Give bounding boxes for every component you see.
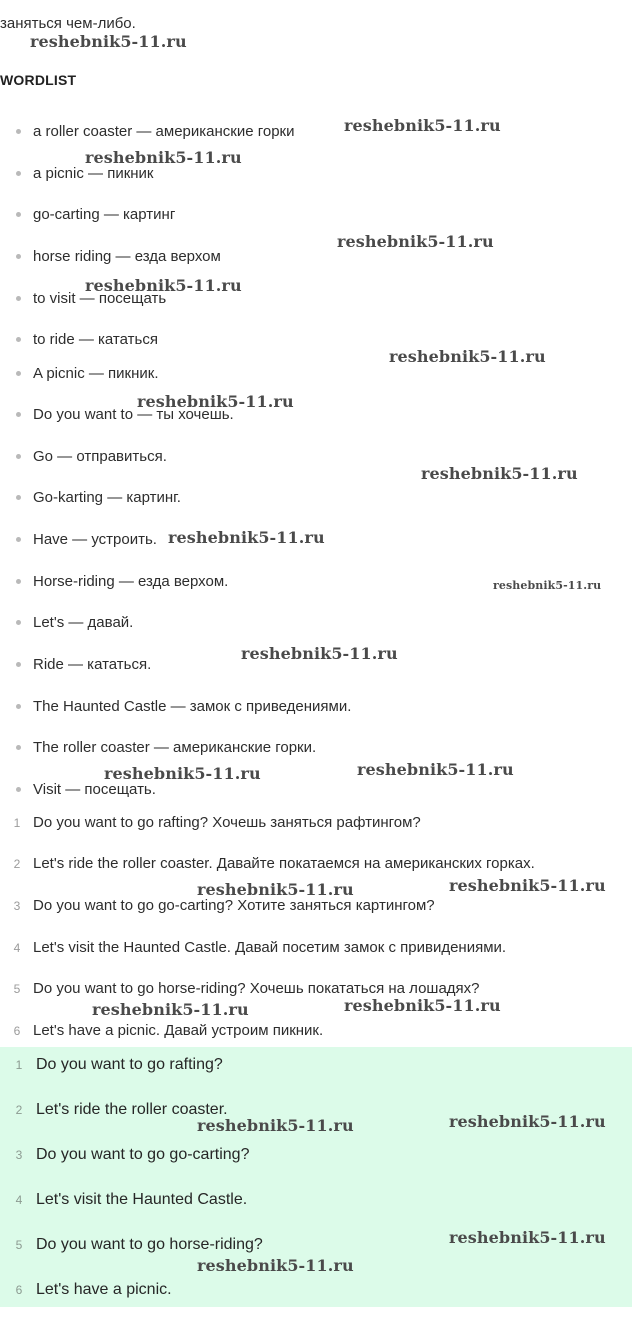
list-item: 1 Do you want to go rafting? Хочешь заняться рафтингом? bbox=[0, 812, 632, 834]
bullet-icon bbox=[16, 296, 21, 301]
watermark: reshebnik5-11.ru bbox=[197, 880, 354, 899]
watermark: reshebnik5-11.ru bbox=[30, 32, 187, 51]
watermark: reshebnik5-11.ru bbox=[137, 392, 294, 411]
bullet-icon bbox=[16, 171, 21, 176]
item-number: 6 bbox=[13, 1024, 21, 1038]
wordlist-heading: WORDLIST bbox=[0, 72, 77, 88]
list-item: 6 Let's have a picnic. Давай устроим пикник. bbox=[0, 1020, 632, 1042]
wordlist-item: Visit — посещать. bbox=[0, 779, 632, 801]
watermark: reshebnik5-11.ru bbox=[449, 1112, 606, 1131]
watermark: reshebnik5-11.ru bbox=[104, 764, 261, 783]
wordlist-item: The roller coaster — американские горки. bbox=[0, 737, 632, 759]
watermark: reshebnik5-11.ru bbox=[493, 579, 602, 592]
watermark: reshebnik5-11.ru bbox=[389, 347, 546, 366]
watermark: reshebnik5-11.ru bbox=[344, 116, 501, 135]
wordlist-item: horse riding — езда верхом bbox=[0, 246, 632, 268]
item-number: 5 bbox=[15, 1238, 23, 1252]
wordlist-item: Do you want to — ты хочешь. bbox=[0, 404, 632, 426]
bullet-icon bbox=[16, 337, 21, 342]
watermark: reshebnik5-11.ru bbox=[92, 1000, 249, 1019]
bullet-icon bbox=[16, 412, 21, 417]
watermark: reshebnik5-11.ru bbox=[357, 760, 514, 779]
wordlist-item: to visit — посещать bbox=[0, 288, 632, 310]
answer-item: 5 Do you want to go horse-riding? bbox=[0, 1233, 632, 1257]
intro-text: заняться чем-либо. bbox=[0, 15, 136, 32]
item-number: 5 bbox=[13, 982, 21, 996]
item-number: 4 bbox=[13, 941, 21, 955]
bullet-icon bbox=[16, 620, 21, 625]
list-item: 2 Let's ride the roller coaster. Давайте покатаемся на американских горках. bbox=[0, 853, 632, 875]
watermark: reshebnik5-11.ru bbox=[197, 1256, 354, 1275]
answer-item: 1 Do you want to go rafting? bbox=[0, 1053, 632, 1077]
list-item: 4 Let's visit the Haunted Castle. Давай посетим замок с привидениями. bbox=[0, 937, 632, 959]
watermark: reshebnik5-11.ru bbox=[344, 996, 501, 1015]
wordlist-item: a roller coaster — американские горки bbox=[0, 121, 632, 143]
watermark: reshebnik5-11.ru bbox=[449, 1228, 606, 1247]
wordlist-item: Have — устроить. bbox=[0, 529, 632, 551]
item-number: 3 bbox=[15, 1148, 23, 1162]
watermark: reshebnik5-11.ru bbox=[197, 1116, 354, 1135]
item-number: 1 bbox=[13, 816, 21, 830]
wordlist-item: to ride — кататься bbox=[0, 329, 632, 351]
answer-item: 6 Let's have a picnic. bbox=[0, 1278, 632, 1302]
watermark: reshebnik5-11.ru bbox=[85, 148, 242, 167]
item-number: 1 bbox=[15, 1058, 23, 1072]
item-number: 2 bbox=[15, 1103, 23, 1117]
wordlist-item: A picnic — пикник. bbox=[0, 363, 632, 385]
bullet-icon bbox=[16, 537, 21, 542]
watermark: reshebnik5-11.ru bbox=[241, 644, 398, 663]
watermark: reshebnik5-11.ru bbox=[168, 528, 325, 547]
bullet-icon bbox=[16, 745, 21, 750]
bullet-icon bbox=[16, 495, 21, 500]
wordlist-item: Horse-riding — езда верхом. bbox=[0, 571, 632, 593]
list-item: 3 Do you want to go go-carting? Хотите заняться картингом? bbox=[0, 895, 632, 917]
wordlist-item: Let's — давай. bbox=[0, 612, 632, 634]
bullet-icon bbox=[16, 579, 21, 584]
watermark: reshebnik5-11.ru bbox=[85, 276, 242, 295]
answer-item: 4 Let's visit the Haunted Castle. bbox=[0, 1188, 632, 1212]
bullet-icon bbox=[16, 129, 21, 134]
item-number: 4 bbox=[15, 1193, 23, 1207]
item-number: 2 bbox=[13, 857, 21, 871]
bullet-icon bbox=[16, 454, 21, 459]
bullet-icon bbox=[16, 704, 21, 709]
wordlist-item: Go — отправиться. bbox=[0, 446, 632, 468]
list-item: 5 Do you want to go horse-riding? Хочешь покататься на лошадях? bbox=[0, 978, 632, 1000]
wordlist-item: The Haunted Castle — замок с приведениями. bbox=[0, 696, 632, 718]
wordlist-item: go-carting — картинг bbox=[0, 204, 632, 226]
bullet-icon bbox=[16, 371, 21, 376]
bullet-icon bbox=[16, 662, 21, 667]
item-number: 3 bbox=[13, 899, 21, 913]
answer-item: 2 Let's ride the roller coaster. bbox=[0, 1098, 632, 1122]
bullet-icon bbox=[16, 212, 21, 217]
item-number: 6 bbox=[15, 1283, 23, 1297]
bullet-icon bbox=[16, 787, 21, 792]
watermark: reshebnik5-11.ru bbox=[421, 464, 578, 483]
wordlist-item: Go-karting — картинг. bbox=[0, 487, 632, 509]
watermark: reshebnik5-11.ru bbox=[449, 876, 606, 895]
wordlist-item: Ride — кататься. bbox=[0, 654, 632, 676]
answer-item: 3 Do you want to go go-carting? bbox=[0, 1143, 632, 1167]
watermark: reshebnik5-11.ru bbox=[337, 232, 494, 251]
wordlist-item: a picnic — пикник bbox=[0, 163, 632, 185]
bullet-icon bbox=[16, 254, 21, 259]
